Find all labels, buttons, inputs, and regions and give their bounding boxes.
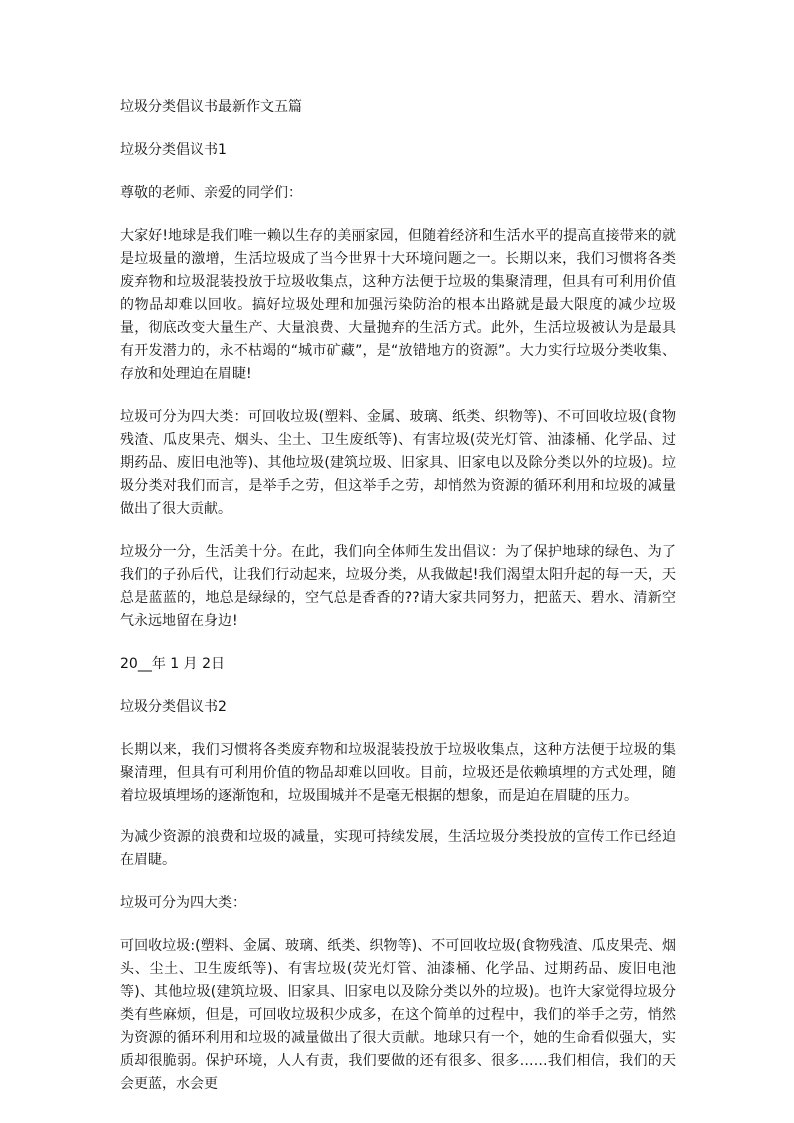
paragraph-1: 大家好!地球是我们唯一赖以生存的美丽家园，但随着经济和生活水平的提高直接带来的就是垃圾量的激增，生活垃圾成了当今世界十大环境问题之一。长期以来，我们习惯将各类废弃物和垃圾混装投放于垃圾收集点，这种方法便于垃圾的集聚清理，但具有可利用价值的物品却难以回收。搞好垃圾处理和加强污染防治的根本出路就是最大限度的减少垃圾量，彻底改变大量生产、大量浪费、大量抛弃的生活方式。此外，生活垃圾被认为是最具有开发潜力的，永不枯竭的“城市矿藏”，是“放错地方的资源”。大力实行垃圾分类收集、存放和处理迫在眉睫! xyxy=(120,228,676,382)
date-line: 20__年 1 月 2日 xyxy=(120,656,225,672)
paragraph-2: 垃圾可分为四大类：可回收垃圾(塑料、金属、玻璃、纸类、织物等)、不可回收垃圾(食物残渣、瓜皮果壳、烟头、尘土、卫生废纸等)、有害垃圾(荧光灯管、油漆桶、化学品、过期药品、废旧电池等)、其他垃圾(建筑垃圾、旧家具、旧家电以及除分类以外的垃圾)。垃圾分类对我们而言，是举手之劳，但这举手之劳，却悄然为资源的循环利用和垃圾的减量做出了很大贡献。 xyxy=(120,409,676,517)
document-title: 垃圾分类倡议书最新作文五篇 xyxy=(120,99,302,115)
paragraph-4: 长期以来，我们习惯将各类废弃物和垃圾混装投放于垃圾收集点，这种方法便于垃圾的集聚清理，但具有可利用价值的物品却难以回收。目前，垃圾还是依赖填埋的方式处理，随着垃圾填埋场的逐渐饱和，垃圾围城并不是毫无根据的想象，而是迫在眉睫的压力。 xyxy=(120,742,676,804)
document-page xyxy=(120,96,676,1096)
section-1-heading: 垃圾分类倡议书1 xyxy=(120,142,227,158)
paragraph-5: 为减少资源的浪费和垃圾的减量，实现可持续发展，生活垃圾分类投放的宣传工作已经迫在眉睫。 xyxy=(120,829,676,868)
paragraph-7: 可回收垃圾:(塑料、金属、玻璃、纸类、织物等)、不可回收垃圾(食物残渣、瓜皮果壳、烟头、尘土、卫生废纸等)、有害垃圾(荧光灯管、油漆桶、化学品、过期药品、废旧电池等)、其他垃圾(建筑垃圾、旧家具、旧家电以及除分类以外的垃圾)。也许大家觉得垃圾分类有些麻烦，但是，可回收垃圾积少成多，在这个简单的过程中，我们的举手之劳，悄然为资源的循环利用和垃圾的减量做出了很大贡献。地球只有一个，她的生命看似强大，实质却很脆弱。保护环境，人人有责，我们要做的还有很多、很多……我们相信，我们的天会更蓝，水会更 xyxy=(120,938,676,1092)
paragraph-3: 垃圾分一分，生活美十分。在此，我们向全体师生发出倡议：为了保护地球的绿色、为了我们的子孙后代，让我们行动起来，垃圾分类，从我做起!我们渴望太阳升起的每一天，天总是蓝蓝的，地总是绿绿的，空气总是香香的??请大家共同努力，把蓝天、碧水、清新空气永远地留在身边! xyxy=(120,544,676,629)
paragraph-6: 垃圾可分为四大类： xyxy=(120,895,246,911)
section-2-heading: 垃圾分类倡议书2 xyxy=(120,699,227,715)
salutation: 尊敬的老师、亲爱的同学们： xyxy=(120,185,302,201)
